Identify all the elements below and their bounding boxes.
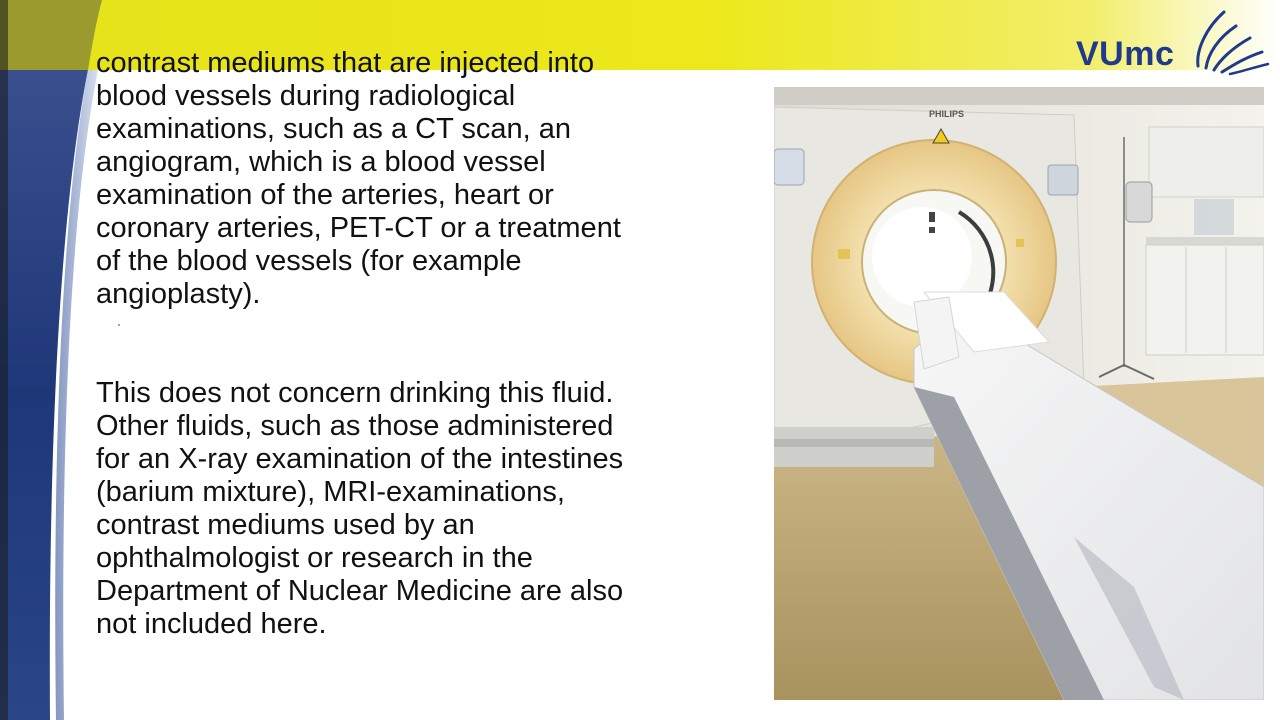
vumc-logo: [1076, 8, 1272, 78]
body-paragraph-2: This does not concern drinking this fluid. Other fluids, such as those administered for an X-ray examination of the intestines (barium mixture), MRI-examinations, contrast mediums used by an ophthalmologist or research in the Department of Nuclear Medicine are also not included here.: [96, 377, 624, 640]
dark-left-edge: [0, 0, 8, 720]
olive-banner-corner: [0, 0, 102, 70]
logo-text: VUmc: [1076, 35, 1175, 73]
ct-scanner-photo: [774, 87, 1264, 700]
photo-brand-label: PHILIPS: [929, 109, 965, 119]
stray-dot: [118, 324, 120, 326]
body-paragraph-1: contrast mediums that are injected into blood vessels during radiological examinations, such as a CT scan, an angiogram, which is a blood vessel examination of the arteries, heart or coronary arteries, PET-CT or a treatment of the blood vessels (for example angioplasty).: [96, 47, 621, 310]
vumc-wave-logo-icon: [1192, 8, 1272, 76]
